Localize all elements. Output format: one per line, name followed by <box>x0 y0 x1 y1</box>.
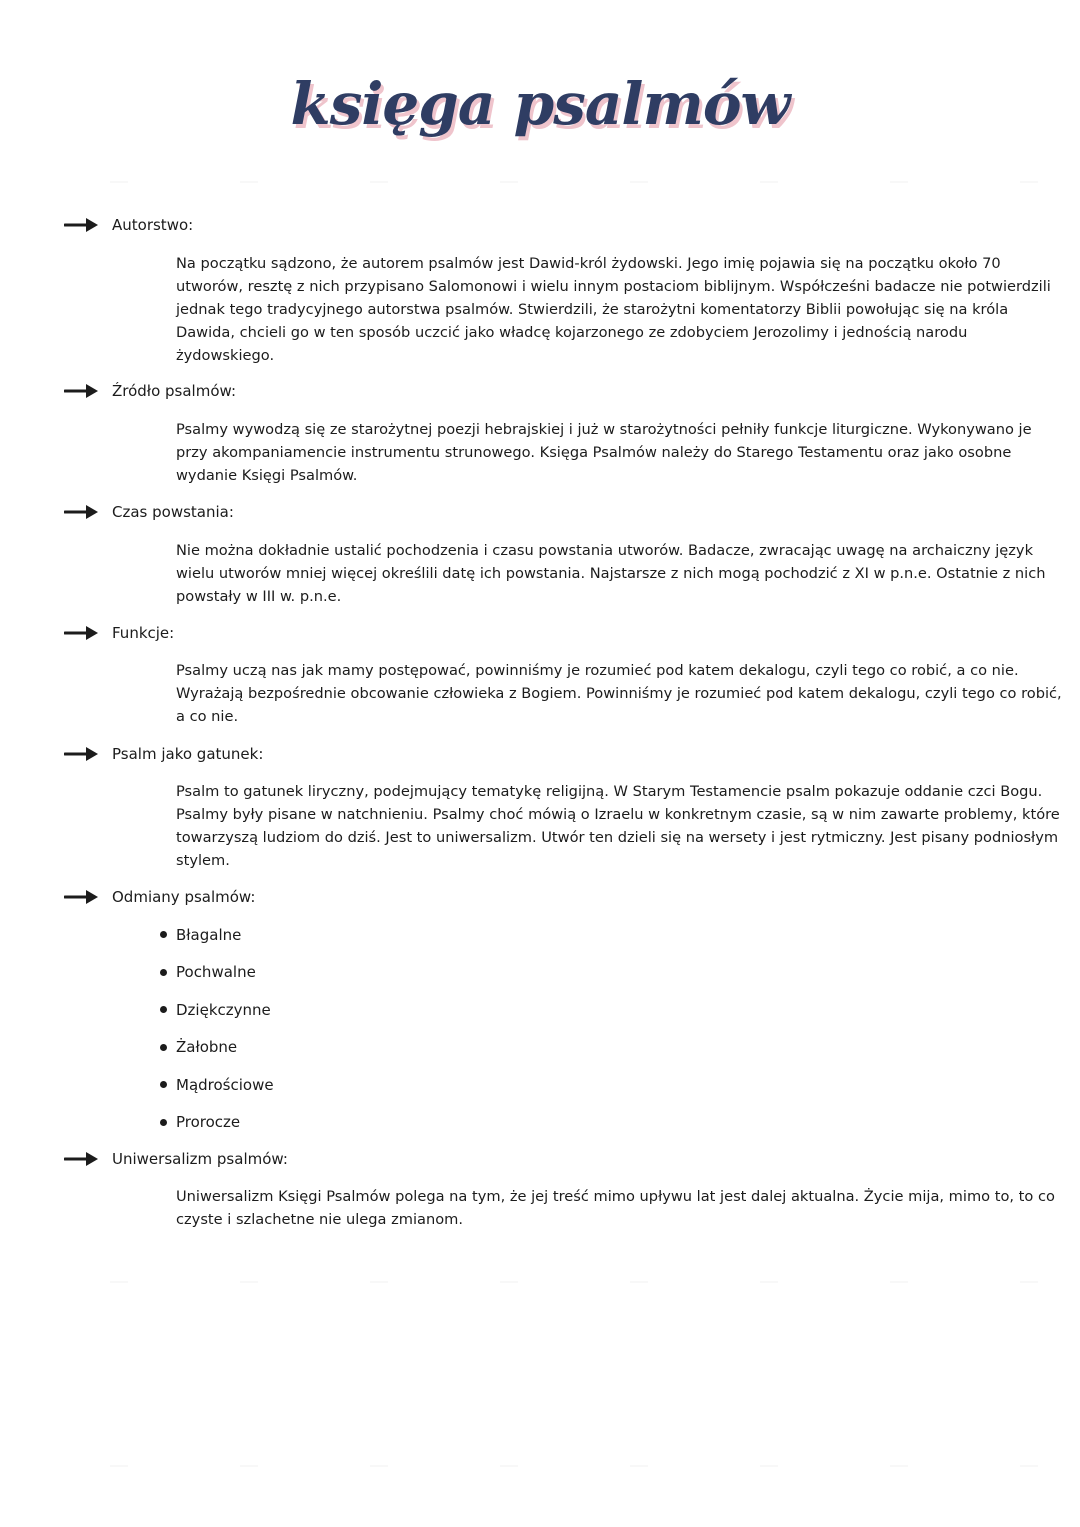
section-paragraph: Uniwersalizm Księgi Psalmów polega na tym, że jej treść mimo upływu lat jest dalej aktualna. Życie mija, mimo to, to co czyste i szlachetne nie ulega zmianom. <box>176 1188 1055 1228</box>
section-paragraph: Psalmy wywodzą się ze starożytnej poezji hebrajskiej i już w starożytności pełniły funkcje liturgiczne. Wykonywano je przy akompaniamencie instrumentu strunowego. Księga Psalmów należy do Starego Testamentu oraz jako osobne wydanie Księgi Psalmów. <box>176 421 1032 484</box>
bullet-icon <box>160 1081 167 1088</box>
list-item: Mądrościowe <box>160 1066 274 1104</box>
bullet-icon <box>160 931 167 938</box>
section-paragraph: Na początku sądzono, że autorem psalmów jest Dawid-król żydowski. Jego imię pojawia się na początku około 70 utworów, resztę z nich przypisano Salomonowi i wielu innym postaciom biblijnym. Współcześni badacze nie potwierdzili jednak tego tradycyjnego autorstwa psalmów. Stwierdzili, że starożytni komentatorzy Biblii powołując się na króla Dawida, chcieli go w ten sposób uczcić jako władcę kojarzonego ze zdobyciem Jerozolimy i jednością narodu żydowskiego. <box>176 255 1051 364</box>
section-heading-label: Źródło psalmów: <box>112 382 237 400</box>
section-heading-label: Autorstwo: <box>112 216 194 234</box>
bullet-icon <box>160 1044 167 1051</box>
list-item: Pochwalne <box>160 954 274 992</box>
arrow-right-icon <box>64 745 100 763</box>
section-heading-label: Uniwersalizm psalmów: <box>112 1150 288 1168</box>
list-item: Dziękczynne <box>160 991 274 1029</box>
page-title: księga psalmów <box>290 70 790 138</box>
psalm-types-list <box>160 916 274 1141</box>
arrow-right-icon <box>64 503 100 521</box>
arrow-right-icon <box>64 624 100 642</box>
arrow-right-icon <box>64 216 100 234</box>
section-paragraph: Psalmy uczą nas jak mamy postępować, powinniśmy je rozumieć pod katem dekalogu, czyli tego co robić, a co nie. Wyrażają bezpośrednie obcowanie człowieka z Bogiem. Powinniśmy je rozumieć pod katem dekalogu, czyli tego co robić, a co nie. <box>176 662 1062 725</box>
section-heading-label: Funkcje: <box>112 624 175 642</box>
bullet-icon <box>160 969 167 976</box>
section-heading <box>64 213 193 237</box>
section-heading-label: Psalm jako gatunek: <box>112 745 264 763</box>
section-paragraph: Nie można dokładnie ustalić pochodzenia i czasu powstania utworów. Badacze, zwracając uwagę na archaiczny język wielu utworów mniej więcej określili datę ich powstania. Najstarsze z nich mogą pochodzić z XI w p.n.e. Ostatnie z nich powstały w III w. p.n.e. <box>176 542 1046 605</box>
arrow-right-icon <box>64 382 100 400</box>
section-heading <box>64 621 174 645</box>
arrow-right-icon <box>64 1150 100 1168</box>
section-heading <box>64 742 263 766</box>
section-paragraph: Psalm to gatunek liryczny, podejmujący tematykę religijną. W Starym Testamencie psalm pokazuje oddanie czci Bogu. Psalmy były pisane w natchnieniu. Psalmy choć mówią o Izraelu w konkretnym czasie, są w nim zawarte problemy, które towarzyszą ludziom do dziś. Jest to uniwersalizm. Utwór ten dzieli się na wersety i jest rytmiczny. Jest pisany podniosłym stylem. <box>176 783 1060 869</box>
section-heading-label: Odmiany psalmów: <box>112 888 256 906</box>
section-heading-label: Czas powstania: <box>112 503 234 521</box>
list-item: Błagalne <box>160 916 274 954</box>
bullet-icon <box>160 1119 167 1126</box>
section-heading <box>64 379 236 403</box>
list-item: Żałobne <box>160 1029 274 1067</box>
section-heading <box>64 1147 288 1171</box>
section-heading <box>64 500 234 524</box>
section-heading <box>64 885 255 909</box>
list-item: Prorocze <box>160 1104 274 1142</box>
arrow-right-icon <box>64 888 100 906</box>
bullet-icon <box>160 1006 167 1013</box>
